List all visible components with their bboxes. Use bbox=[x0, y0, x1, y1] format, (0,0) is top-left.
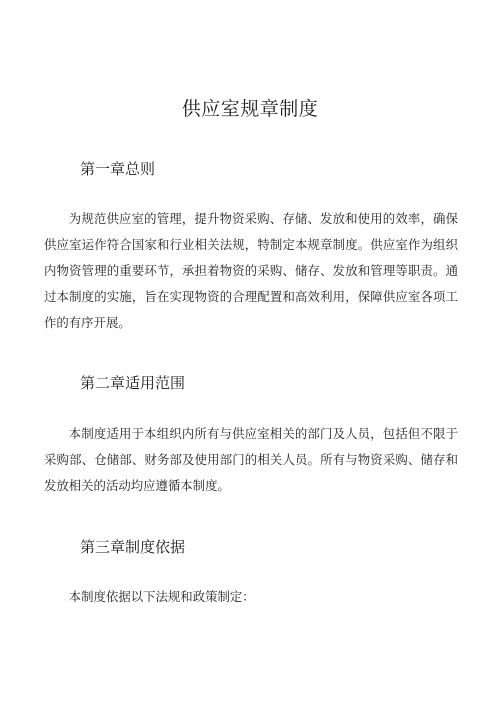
section-heading-3: 第三章制度依据 bbox=[80, 538, 186, 556]
section-paragraph-3: 本制度依据以下法规和政策制定： bbox=[68, 589, 255, 604]
section-paragraph-2: 本制度适用于本组织内所有与供应室相关的部门及人员，包括但不限于采购部、仓储部、财务部及使用部门的相关人员。所有与物资采购、储存和发放相关的活动均应遵循本制度。 bbox=[44, 426, 458, 493]
section-heading-1: 第一章总则 bbox=[80, 160, 156, 178]
section-paragraph-1: 为规范供应室的管理，提升物资采购、存储、发放和使用的效率，确保供应室运作符合国家和行业相关法规，特制定本规章制度。供应室作为组织内物资管理的重要环节，承担着物资的采购、储存、发放和管理等职责。通过本制度的实施，旨在实现物资的合理配置和高效利用，保障供应室各项工作的有序开展。 bbox=[44, 211, 458, 330]
section-heading-2: 第二章适用范围 bbox=[80, 374, 186, 392]
document-title: 供应室规章制度 bbox=[181, 98, 319, 120]
